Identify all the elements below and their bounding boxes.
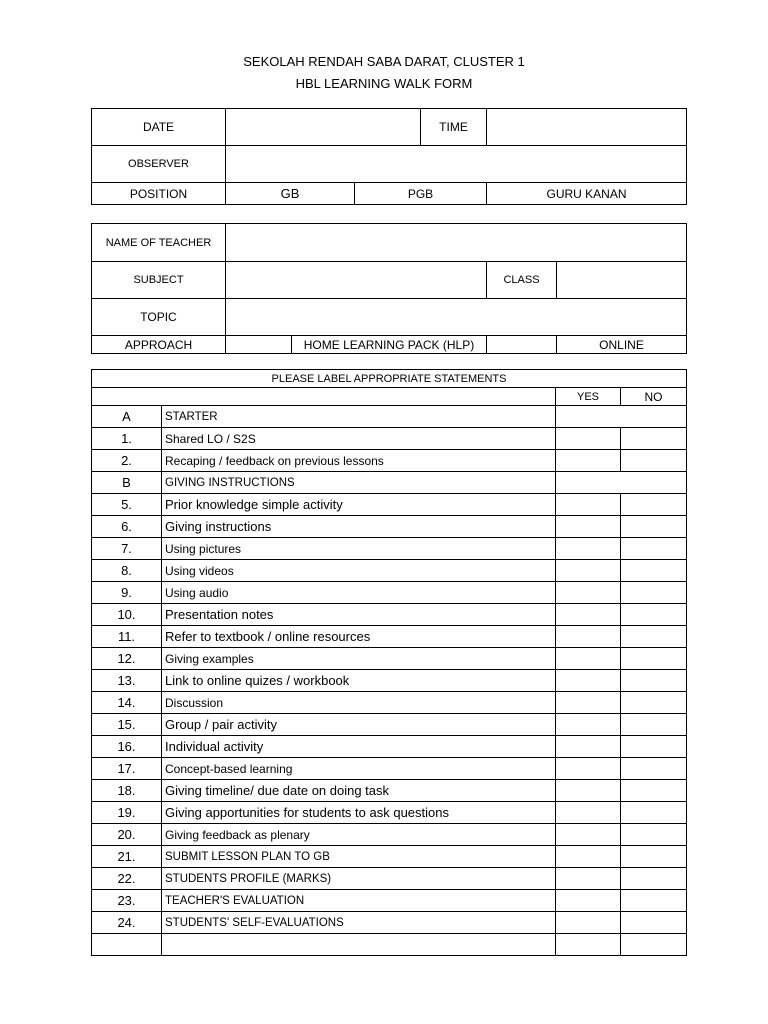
yes-checkbox-cell[interactable] <box>556 582 621 604</box>
statement-number: 17. <box>92 758 162 780</box>
statement-number: 2. <box>92 450 162 472</box>
section-row <box>92 406 687 428</box>
no-checkbox-cell[interactable] <box>621 890 687 912</box>
approach-option-hlp[interactable]: HOME LEARNING PACK (HLP) <box>292 336 487 354</box>
no-checkbox-cell[interactable] <box>621 846 687 868</box>
no-checkbox-cell[interactable] <box>621 428 687 450</box>
topic-field[interactable] <box>226 299 687 336</box>
statement-row <box>92 670 687 692</box>
statement-row <box>92 450 687 472</box>
statement-text: Discussion <box>162 692 556 714</box>
statement-text: Shared LO / S2S <box>162 428 556 450</box>
no-checkbox-cell[interactable] <box>621 494 687 516</box>
no-checkbox-cell[interactable] <box>621 604 687 626</box>
statement-text: Refer to textbook / online resources <box>162 626 556 648</box>
statement-number: 24. <box>92 912 162 934</box>
yes-checkbox-cell[interactable] <box>556 450 621 472</box>
approach-option-online[interactable]: ONLINE <box>557 336 687 354</box>
yes-checkbox-cell[interactable] <box>556 626 621 648</box>
statement-number: 9. <box>92 582 162 604</box>
statement-number: 21. <box>92 846 162 868</box>
statement-row <box>92 692 687 714</box>
yes-checkbox-cell[interactable] <box>556 560 621 582</box>
yes-column-header: YES <box>556 388 621 406</box>
no-checkbox-cell[interactable] <box>621 934 687 956</box>
statement-text: Concept-based learning <box>162 758 556 780</box>
no-checkbox-cell[interactable] <box>621 560 687 582</box>
teacher-name-label: NAME OF TEACHER <box>92 224 226 262</box>
section-label: STARTER <box>162 406 556 428</box>
no-checkbox-cell[interactable] <box>621 670 687 692</box>
statement-row <box>92 428 687 450</box>
date-label: DATE <box>92 109 226 146</box>
statement-text: Individual activity <box>162 736 556 758</box>
yes-checkbox-cell[interactable] <box>556 802 621 824</box>
statement-row <box>92 560 687 582</box>
statement-row <box>92 802 687 824</box>
statement-text: Giving examples <box>162 648 556 670</box>
statement-row <box>92 868 687 890</box>
statement-number: 19. <box>92 802 162 824</box>
statement-number: 23. <box>92 890 162 912</box>
statement-row <box>92 626 687 648</box>
approach-label: APPROACH <box>92 336 226 354</box>
statement-number: 10. <box>92 604 162 626</box>
statement-text: Prior knowledge simple activity <box>162 494 556 516</box>
statement-number: 22. <box>92 868 162 890</box>
statement-text: STUDENTS' SELF-EVALUATIONS <box>162 912 556 934</box>
statement-text: Presentation notes <box>162 604 556 626</box>
statement-text: Giving instructions <box>162 516 556 538</box>
no-checkbox-cell[interactable] <box>621 868 687 890</box>
statement-row <box>92 516 687 538</box>
section-blank-cell <box>556 472 687 494</box>
statement-text: Using videos <box>162 560 556 582</box>
yes-checkbox-cell[interactable] <box>556 846 621 868</box>
topic-label: TOPIC <box>92 299 226 336</box>
position-option-pgb[interactable]: PGB <box>355 183 487 205</box>
statement-text: SUBMIT LESSON PLAN TO GB <box>162 846 556 868</box>
no-checkbox-cell[interactable] <box>621 516 687 538</box>
observer-label: OBSERVER <box>92 146 226 183</box>
statement-text: Group / pair activity <box>162 714 556 736</box>
statement-number: 15. <box>92 714 162 736</box>
statement-number: A <box>92 406 162 428</box>
class-label: CLASS <box>487 262 557 299</box>
no-checkbox-cell[interactable] <box>621 538 687 560</box>
statement-row <box>92 824 687 846</box>
yes-checkbox-cell[interactable] <box>556 692 621 714</box>
class-field[interactable] <box>557 262 687 299</box>
statement-text: Giving timeline/ due date on doing task <box>162 780 556 802</box>
no-checkbox-cell[interactable] <box>621 736 687 758</box>
statement-number: 14. <box>92 692 162 714</box>
yes-checkbox-cell[interactable] <box>556 516 621 538</box>
no-checkbox-cell[interactable] <box>621 648 687 670</box>
no-checkbox-cell[interactable] <box>621 802 687 824</box>
statements-table <box>91 369 687 956</box>
yes-checkbox-cell[interactable] <box>556 912 621 934</box>
yes-checkbox-cell[interactable] <box>556 934 621 956</box>
teacher-name-field[interactable] <box>226 224 687 262</box>
yes-checkbox-cell[interactable] <box>556 714 621 736</box>
statement-text: Giving feedback as plenary <box>162 824 556 846</box>
statement-row <box>92 736 687 758</box>
date-field[interactable] <box>226 109 421 146</box>
statements-header: PLEASE LABEL APPROPRIATE STATEMENTS <box>92 370 687 388</box>
yes-checkbox-cell[interactable] <box>556 868 621 890</box>
no-checkbox-cell[interactable] <box>621 912 687 934</box>
statement-row <box>92 494 687 516</box>
statement-row <box>92 604 687 626</box>
observation-info-table <box>91 108 687 205</box>
statement-text: Giving apportunities for students to ask questions <box>162 802 556 824</box>
statement-row <box>92 890 687 912</box>
statement-number: 11. <box>92 626 162 648</box>
no-checkbox-cell[interactable] <box>621 758 687 780</box>
header-blank-cell <box>92 388 556 406</box>
yes-checkbox-cell[interactable] <box>556 758 621 780</box>
statement-number: 5. <box>92 494 162 516</box>
yes-checkbox-cell[interactable] <box>556 604 621 626</box>
statement-number: 18. <box>92 780 162 802</box>
statement-number: 6. <box>92 516 162 538</box>
statement-text: TEACHER'S EVALUATION <box>162 890 556 912</box>
no-checkbox-cell[interactable] <box>621 582 687 604</box>
statement-row <box>92 934 687 956</box>
statement-row <box>92 912 687 934</box>
statement-row <box>92 780 687 802</box>
form-title: HBL LEARNING WALK FORM <box>295 76 473 91</box>
statement-number <box>92 934 162 956</box>
statement-row <box>92 758 687 780</box>
statement-number: B <box>92 472 162 494</box>
yes-checkbox-cell[interactable] <box>556 890 621 912</box>
statement-row <box>92 846 687 868</box>
teacher-info-table <box>91 223 687 354</box>
position-label: POSITION <box>92 183 226 205</box>
statement-number: 7. <box>92 538 162 560</box>
no-checkbox-cell[interactable] <box>621 692 687 714</box>
statement-row <box>92 714 687 736</box>
statement-row <box>92 538 687 560</box>
section-label: GIVING INSTRUCTIONS <box>162 472 556 494</box>
subject-field[interactable] <box>226 262 487 299</box>
time-label: TIME <box>421 109 487 146</box>
position-option-guru-kanan[interactable]: GURU KANAN <box>487 183 687 205</box>
no-checkbox-cell[interactable] <box>621 714 687 736</box>
statement-row <box>92 648 687 670</box>
time-field[interactable] <box>487 109 687 146</box>
yes-checkbox-cell[interactable] <box>556 736 621 758</box>
yes-checkbox-cell[interactable] <box>556 538 621 560</box>
statement-number: 20. <box>92 824 162 846</box>
observer-field[interactable] <box>226 146 687 183</box>
statement-text <box>162 934 556 956</box>
statement-text: STUDENTS PROFILE (MARKS) <box>162 868 556 890</box>
section-blank-cell <box>556 406 687 428</box>
section-row <box>92 472 687 494</box>
approach-hlp-check[interactable] <box>487 336 557 354</box>
statement-number: 16. <box>92 736 162 758</box>
statement-number: 1. <box>92 428 162 450</box>
yes-checkbox-cell[interactable] <box>556 428 621 450</box>
statement-text: Link to online quizes / workbook <box>162 670 556 692</box>
no-checkbox-cell[interactable] <box>621 780 687 802</box>
statement-number: 12. <box>92 648 162 670</box>
no-checkbox-cell[interactable] <box>621 824 687 846</box>
no-checkbox-cell[interactable] <box>621 626 687 648</box>
statement-text: Using pictures <box>162 538 556 560</box>
no-column-header: NO <box>621 388 687 406</box>
yes-checkbox-cell[interactable] <box>556 494 621 516</box>
yes-checkbox-cell[interactable] <box>556 648 621 670</box>
statement-text: Using audio <box>162 582 556 604</box>
statement-number: 13. <box>92 670 162 692</box>
no-checkbox-cell[interactable] <box>621 450 687 472</box>
school-title: SEKOLAH RENDAH SABA DARAT, CLUSTER 1 <box>243 54 525 69</box>
approach-blank-cell[interactable] <box>226 336 292 354</box>
statement-number: 8. <box>92 560 162 582</box>
subject-label: SUBJECT <box>92 262 226 299</box>
statement-row <box>92 582 687 604</box>
position-option-gb[interactable]: GB <box>226 183 355 205</box>
yes-checkbox-cell[interactable] <box>556 780 621 802</box>
statement-text: Recaping / feedback on previous lessons <box>162 450 556 472</box>
yes-checkbox-cell[interactable] <box>556 824 621 846</box>
yes-checkbox-cell[interactable] <box>556 670 621 692</box>
